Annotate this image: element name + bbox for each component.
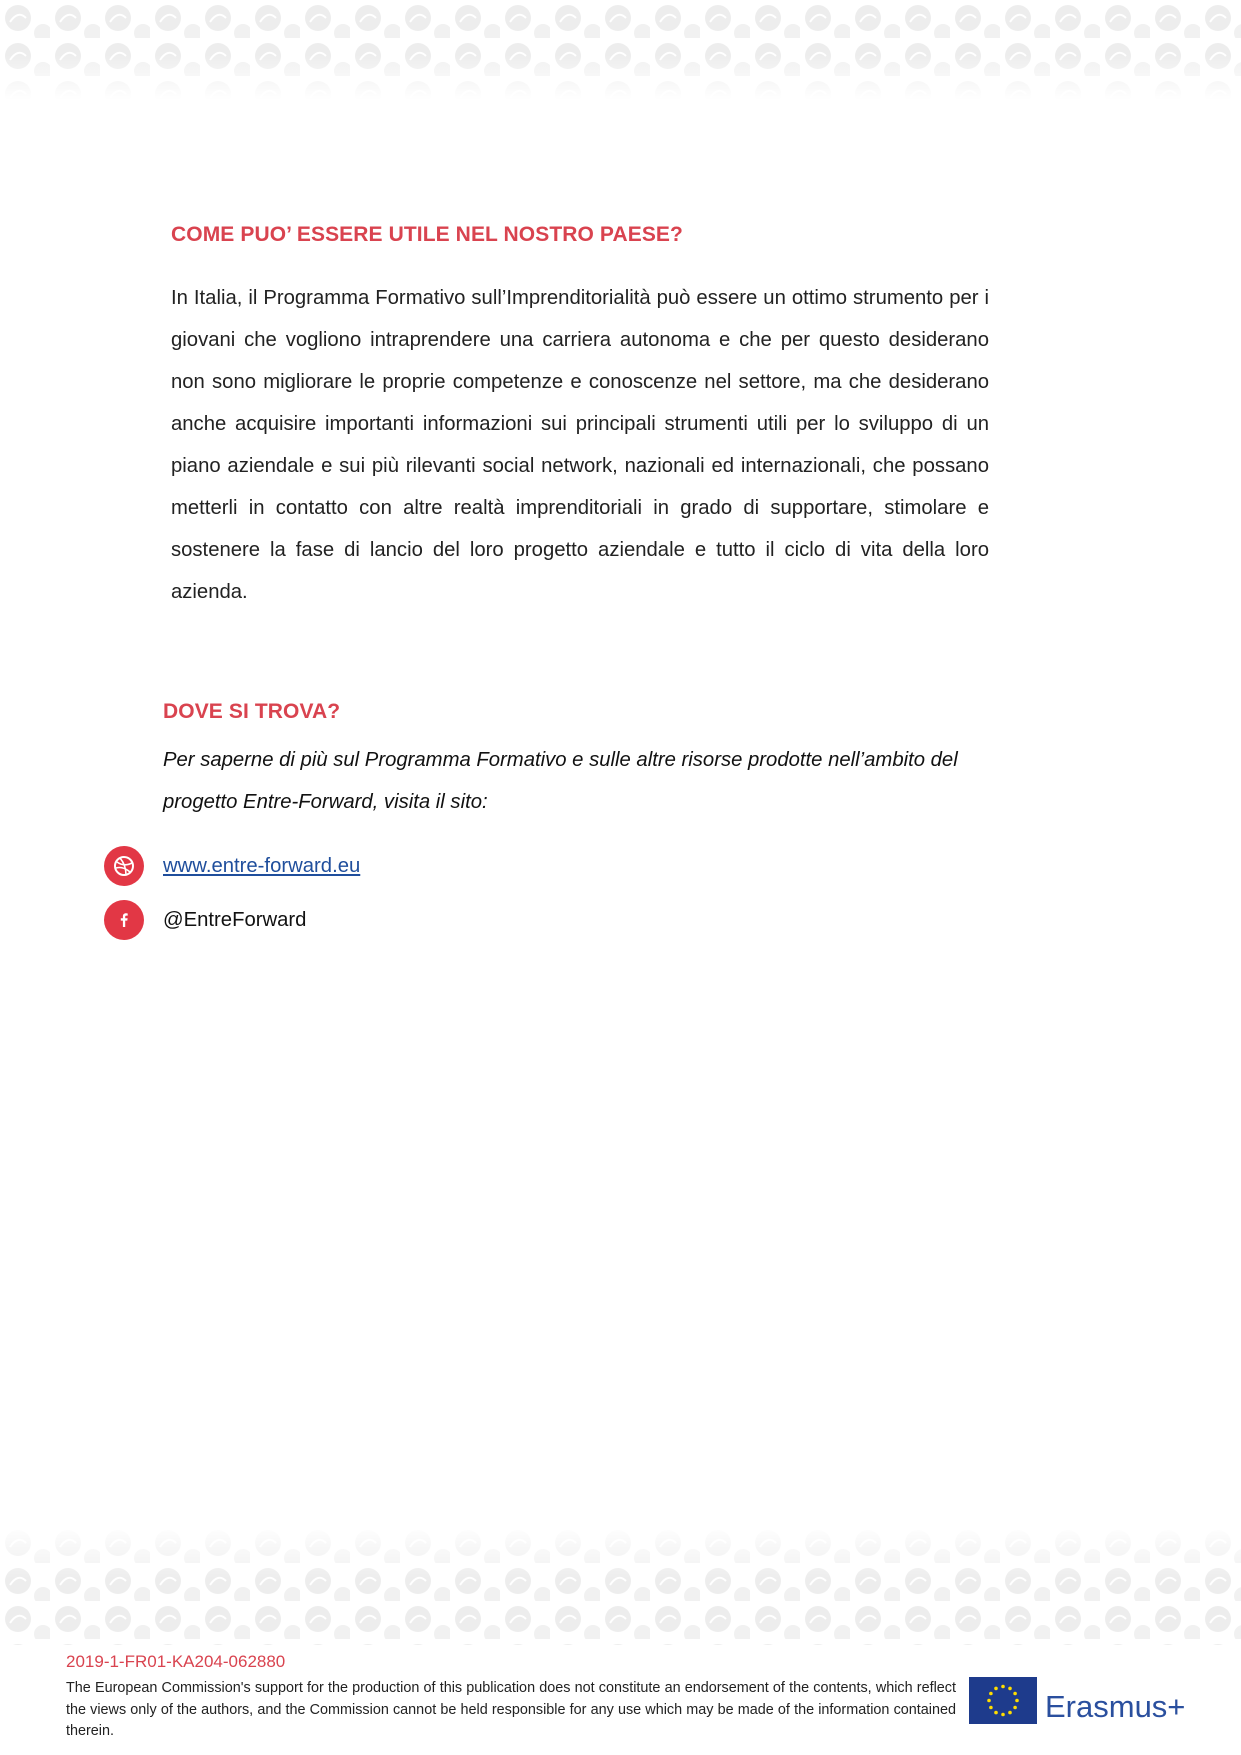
facebook-contact [104, 899, 306, 941]
eu-flag-icon [969, 1677, 1037, 1724]
dribbble-ball-icon [104, 846, 144, 886]
body-paragraph: In Italia, il Programma Formativo sull’Imprenditorialità può essere un ottimo strumento per i giovani che vogliono intraprendere una carriera autonoma e che per questo desiderano non sono migliorare le proprie competenze e conoscenze nel settore, ma che desiderano anche acquisire importanti informazioni sui principali strumenti utili per lo sviluppo di un piano aziendale e sui più rilevanti social network, nazionali ed internazionali, che possano metterli in contatto con altre realtà imprenditoriali in grado di supportare, stimolare e sostenere la fase di lancio del loro progetto aziendale e tutto il ciclo di vita della loro azienda. [171, 287, 989, 603]
erasmus-wordmark: Erasmus+ [1045, 1689, 1186, 1724]
website-contact [104, 845, 360, 887]
facebook-icon[interactable] [104, 900, 144, 940]
project-code: 2019-1-FR01-KA204-062880 [66, 1652, 286, 1671]
website-link[interactable]: www.entre-forward.eu [163, 854, 361, 877]
header-pattern [0, 0, 1241, 100]
footer-disclaimer: The European Commission's support for the production of this publication does not constitute an endorsement of the contents, which reflect the views only of the authors, and the Commission cannot be held responsible for any use which may be made of the information contained therein. [66, 1680, 956, 1739]
erasmus-logo [969, 1672, 1185, 1724]
footer-pattern [0, 1525, 1241, 1645]
section-heading-utile: COME PUO’ ESSERE UTILE NEL NOSTRO PAESE? [171, 223, 683, 246]
intro-paragraph: Per saperne di più sul Programma Formativo e sulle altre risorse prodotte nell’ambito del progetto Entre-Forward, visita il sito: [163, 749, 958, 813]
facebook-handle: @EntreForward [163, 908, 307, 931]
section-heading-dove: DOVE SI TROVA? [163, 700, 341, 723]
